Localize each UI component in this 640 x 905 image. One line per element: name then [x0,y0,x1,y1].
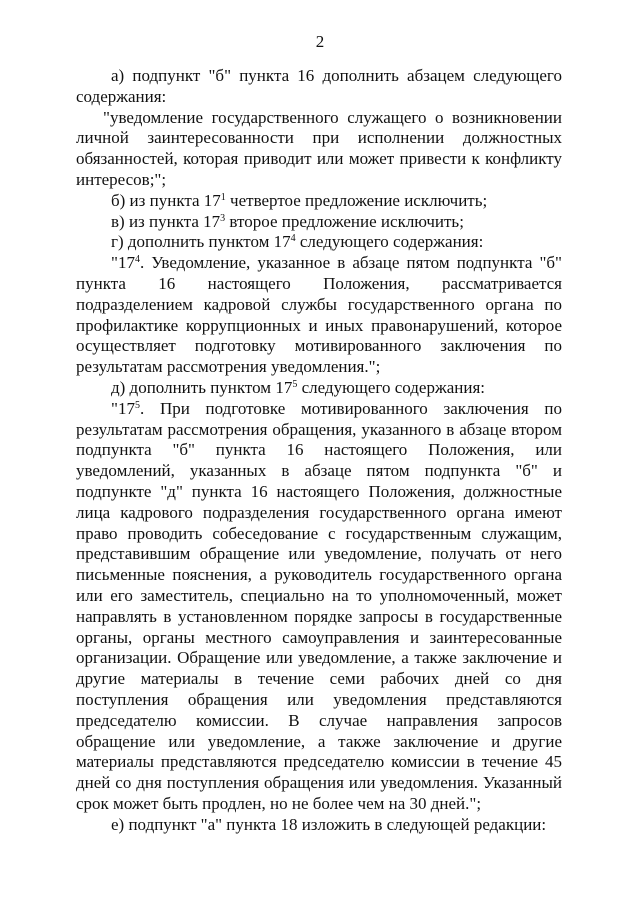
paragraph-g-quote-start: "17 [111,253,135,273]
paragraph-b-text-end: четвертое предложение исключить; [225,190,488,210]
paragraph-v-text: в) из пункта 17 [111,211,221,231]
superscript: 3 [220,212,226,224]
paragraph-g-text: г) дополнить пунктом 17 [111,232,291,252]
paragraph-a: а) подпункт "б" пункта 16 дополнить абзацем следующего содержания: [76,66,562,106]
paragraph-b [76,191,562,212]
paragraph-v-text-end: второе предложение исключить; [225,211,464,231]
paragraph-g-text-end: следующего содержания: [295,232,484,252]
paragraph-a-quote: "уведомление государственного служащего о возникновении личной заинтересованности при исполнении должностных обязанностей, которая приводит или может привести к конфликту интересов;"; [76,107,562,189]
paragraph-b-text: б) из пункта 17 [111,190,221,210]
page-number: 2 [315,32,325,51]
paragraph-e: е) подпункт "а" пункта 18 изложить в следующей редакции: [111,814,547,834]
paragraph-d [76,378,562,399]
superscript: 5 [134,399,140,411]
paragraph-d-text: д) дополнить пунктом 17 [111,377,293,397]
superscript: 5 [292,378,298,390]
superscript: 4 [134,254,140,266]
paragraph-g-quote-text: . Уведомление, указанное в абзаце пятом подпункта "б" пункта 16 настоящего Положения, рассматривается подразделением кадровой службы государственного органа по профилактике коррупционных и иных правонарушений, которое осуществляет подготовку мотивированного заключения по результатам рассмотрения уведомления."; [76,253,562,377]
paragraph-g [76,232,562,253]
superscript: 1 [220,191,226,203]
document-body [76,66,562,835]
paragraph-v [76,212,562,233]
paragraph-d-text-end: следующего содержания: [297,377,485,397]
paragraph-d-quote-start: "17 [111,398,135,418]
paragraph-g-quote [76,253,562,378]
paragraph-d-quote-text: . При подготовке мотивированного заключения по результатам рассмотрения обращения, указанного в абзаце втором подпункта "б" пункта 16 настоящего Положения, или уведомлений, указанных в абзаце пятом подпункта "б" и подпункте "д" пункта 16 настоящего Положения, должностные лица кадрового подразделения государственного органа имеют право проводить собеседование с государственным служащим, представившим обращение или уведомление, получать от него письменные пояснения, а руководитель государственного органа или его заместитель, специально на то уполномоченный, может направлять в установленном порядке запросы в государственные органы, органы местного самоуправления и заинтересованные организации. Обращение или уведомление, а также заключение и другие материалы в течение семи рабочих дней со дня поступления обращения или уведомления представляются председателю комиссии. В случае направления запросов обращение или уведомление, а также заключение и другие материалы представляются председателю комиссии в течение 45 дней со дня поступления обращения или уведомления. Указанный срок может быть продлен, но не более чем на 30 дней."; [76,398,562,813]
superscript: 4 [290,233,296,245]
paragraph-d-quote [76,399,562,815]
